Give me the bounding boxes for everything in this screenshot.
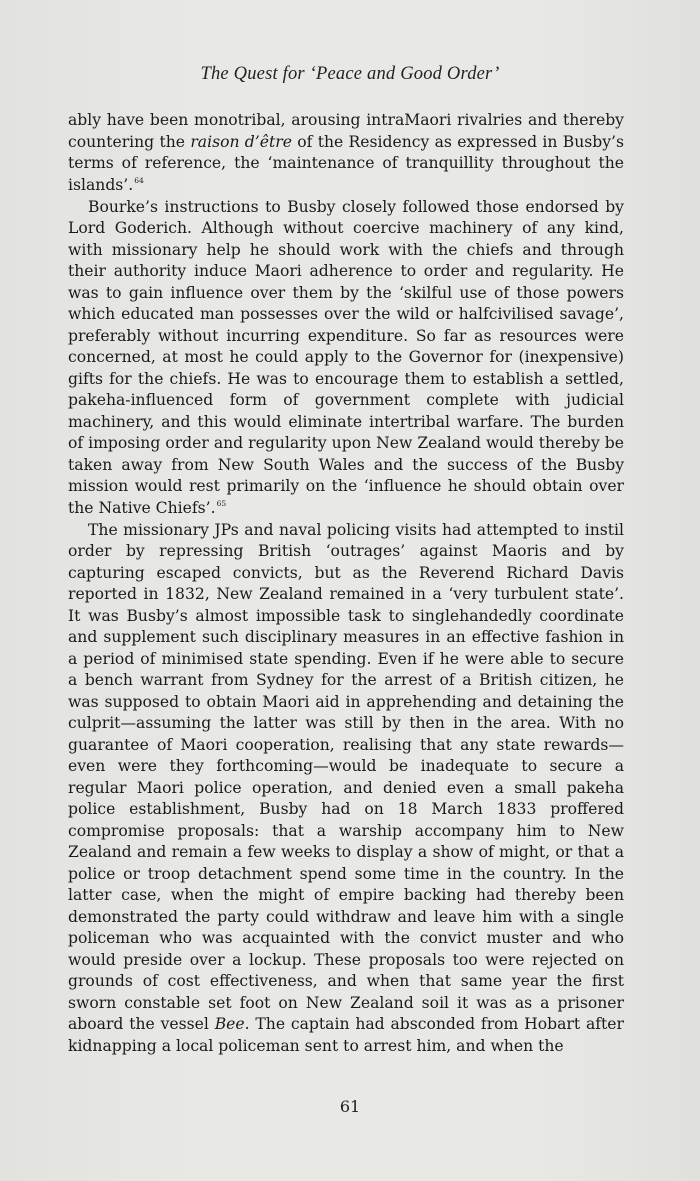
text-run: The missionary JPs and naval policing visits had attempted to instil order by repressing British ‘outrages’ against Maoris and by capturing escaped convicts, but as the Reverend Richard Davis reported in 1832, New Zealand remained in a ‘very turbulent state’. It was Busby’s almost impossible task to singlehandedly coordinate and supplement such disciplinary measures in an effective fashion in a period of minimised state spending. Even if he were able to secure a bench warrant from Sydney for the arrest of a British citizen, he was supposed to obtain Maori aid in apprehending and detaining the culprit—assuming the latter was still by then in the area. With no guarantee of Maori cooperation, realising that any state rewards—even were they forthcoming—would be inadequate to secure a regular Maori police operation, and denied even a small pakeha police establishment, Busby had on 18 March 1833 proffered compromise proposals: that a warship accompany him to New Zealand and remain a few weeks to display a show of might, or that a police or troop detachment spend some time in the country. In the latter case, when the might of empire backing had thereby been demonstrated the party could withdraw and leave him with a single policeman who was acquainted with the convict muster and who would preside over a lockup. These proposals too were rejected on grounds of cost effectiveness, and when that same year the first sworn constable set foot on New Zealand soil it was as a prisoner aboard the vessel: [68, 520, 624, 1033]
italic-run: Bee: [214, 1015, 245, 1033]
page-number: 61: [339, 1097, 361, 1116]
text-run: . The captain had absconded from Hobart after kidnapping a local policeman sent to arrest him, and when the: [68, 1015, 624, 1055]
italic-run: raison d’être: [190, 132, 292, 151]
running-head: The Quest for ‘Peace and Good Order’: [200, 64, 500, 84]
text-run: Bourke’s instructions to Busby closely followed those endorsed by Lord Goderich. Although without coercive machinery of any kind, with missionary help he should work with the chiefs and through their authority induce Maori adherence to order and regularity. He was to gain influence over them by the ‘skilful use of those powers which educated man possesses over the wild or halfcivilised savage’, preferably without incurring expenditure. So far as resources were concerned, at most he could apply to the Governor for (inexpensive) gifts for the chiefs. He was to encourage them to establish a settled, pakeha-influenced form of government complete with judicial machinery, and this would eliminate intertribal warfare. The burden of imposing order and regularity upon New Zealand would thereby be taken away from New South Wales and the success of the Busby mission would rest primarily on the ‘influence he should obtain over the Native Chiefs’.: [68, 197, 624, 517]
body-text: [68, 110, 624, 1057]
footnote-ref: 64: [134, 176, 144, 186]
text-run: ably have been monotribal, arousing intraMaori rivalries and thereby countering the: [68, 111, 624, 151]
paragraph-3: [68, 520, 624, 1058]
paragraph-1: [68, 110, 624, 196]
paragraph-2: [68, 197, 624, 520]
footnote-ref: 65: [216, 499, 227, 509]
text-run: of the Residency as expressed in Busby’s terms of reference, the ‘maintenance of tranquillity throughout the islands’.: [68, 132, 624, 194]
